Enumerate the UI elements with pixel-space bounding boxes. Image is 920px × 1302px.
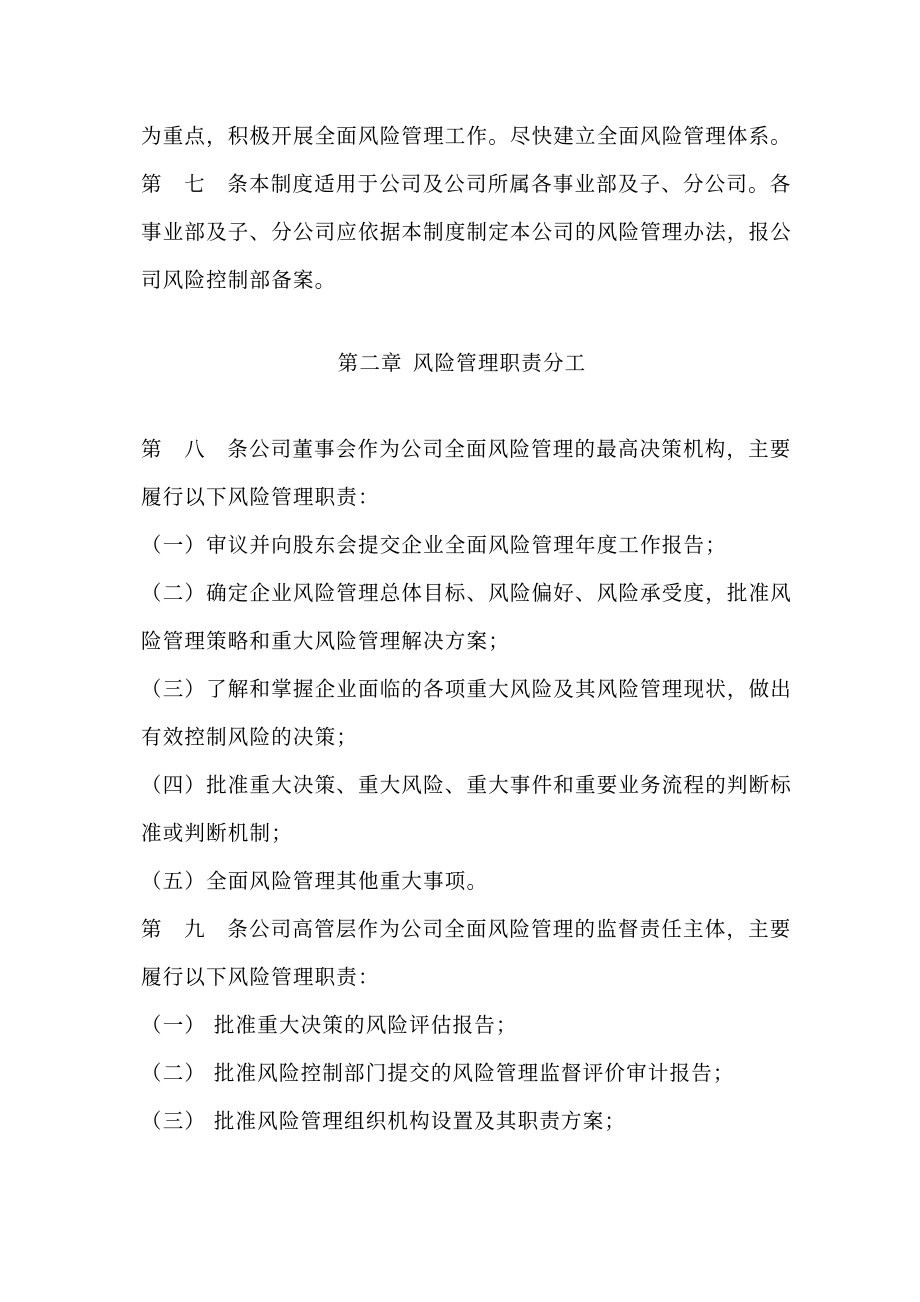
list-item: （一）审议并向股东会提交企业全面风险管理年度工作报告； [141, 533, 727, 557]
chapter-heading [141, 339, 783, 387]
list-item: （一） 批准重大决策的风险评估报告； [141, 1013, 518, 1037]
list-item: 准或判断机制； [141, 821, 293, 845]
article-9-line: 履行以下风险管理职责： [141, 965, 380, 989]
article-7-line: 司风险控制部备案。 [141, 268, 337, 292]
article-8-line: 履行以下风险管理职责： [141, 485, 380, 509]
document-page [141, 112, 792, 1145]
article-8-line [141, 425, 792, 473]
list-item: （五）全面风险管理其他重大事项。 [141, 869, 489, 893]
article-7-text: 本制度适用于公司及公司所属各事业部及子、分公司。各 [249, 172, 792, 196]
article-9-tag: 第九条 [141, 917, 249, 941]
chapter-number: 第二章 [337, 351, 403, 375]
list-item: 有效控制风险的决策； [141, 725, 358, 749]
article-7-line: 事业部及子、分公司应依据本制度制定本公司的风险管理办法，报公 [141, 220, 792, 244]
list-item: （三） 批准风险管理组织机构设置及其职责方案； [141, 1109, 627, 1133]
list-item: （二）确定企业风险管理总体目标、风险偏好、风险承受度，批准风 [141, 581, 792, 605]
paragraph-line: 为重点，积极开展全面风险管理工作。尽快建立全面风险管理体系。 [141, 124, 792, 148]
list-item: 险管理策略和重大风险管理解决方案； [141, 629, 510, 653]
list-item: （四）批准重大决策、重大风险、重大事件和重要业务流程的判断标 [141, 773, 792, 797]
article-9-text: 公司高管层作为公司全面风险管理的监督责任主体，主要 [249, 917, 792, 941]
article-7-tag: 第七条 [141, 172, 249, 196]
chapter-title: 风险管理职责分工 [412, 351, 587, 375]
article-9-line [141, 905, 792, 953]
article-7-line [141, 160, 792, 208]
list-item: （三）了解和掌握企业面临的各项重大风险及其风险管理现状，做出 [141, 677, 792, 701]
article-8-tag: 第八条 [141, 437, 249, 461]
article-8-text: 公司董事会作为公司全面风险管理的最高决策机构，主要 [249, 437, 792, 461]
list-item: （二） 批准风险控制部门提交的风险管理监督评价审计报告； [141, 1061, 735, 1085]
